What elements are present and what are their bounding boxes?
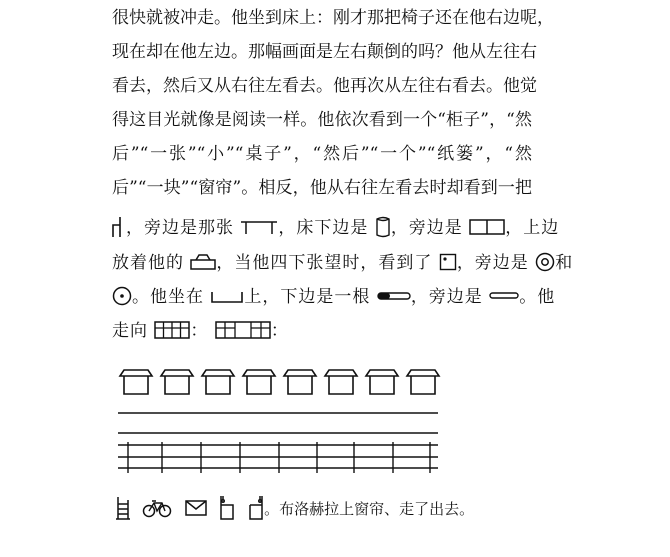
text-segment: ： — [270, 321, 289, 341]
envelope-icon — [185, 500, 207, 516]
houses-row — [118, 366, 443, 398]
text-segment: ，旁边是 — [456, 253, 529, 273]
text-line-8 — [112, 250, 574, 276]
target-icon — [535, 252, 555, 272]
text-line-6: 后”“一块”“窗帘”。相反，他从右往左看去时却看到一把 — [112, 178, 532, 198]
final-line — [115, 494, 474, 524]
wastebasket-icon — [375, 215, 391, 239]
text-segment: ，旁边是 — [410, 287, 483, 307]
bar-icon — [489, 291, 519, 301]
text-line-7 — [112, 215, 560, 241]
text-segment: ，床下边是 — [278, 218, 369, 238]
text-segment: ，上边 — [505, 218, 560, 238]
bicycle-icon — [142, 498, 172, 518]
dot-circle-icon — [112, 286, 132, 306]
reversed-chair-icon — [112, 216, 126, 238]
text-segment: 上，下边是一根 — [244, 287, 371, 307]
text-line-5: 后”“一张”“小”“桌子”，“然后”“一个”“纸篓”，“然 — [112, 144, 532, 164]
window-grid-icon — [154, 321, 190, 339]
window-split-icon — [215, 321, 271, 339]
final-text: 。布洛赫拉上窗帘、走了出去。 — [264, 500, 475, 518]
ruled-lines-grid — [118, 405, 443, 475]
text-segment: ，旁边是 — [390, 218, 463, 238]
text-segment: 。他坐在 — [132, 287, 204, 307]
text-segment: ，当他四下张望时，看到了 — [216, 253, 433, 273]
text-line-10 — [112, 318, 532, 344]
pipe-icon — [377, 291, 411, 301]
text-segment: ： — [190, 321, 209, 341]
text-line-2: 现在却在他左边。那幅画面是左右颠倒的吗？他从左往右 — [112, 42, 537, 62]
door-hook-icon — [219, 495, 235, 521]
text-line-3: 看去，然后又从右往左看去。他再次从左往右看去。他觉 — [112, 76, 537, 96]
text-line-1: 很快就被冲走。他坐到床上：刚才那把椅子还在他右边呢， — [112, 8, 554, 28]
text-segment: 。他 — [519, 287, 556, 307]
bed-icon — [210, 288, 244, 304]
text-segment: 放着他的 — [112, 253, 184, 273]
text-segment: 走向 — [112, 321, 148, 341]
text-segment: 和 — [555, 253, 574, 273]
cabinet-icon — [469, 218, 505, 236]
text-segment: ，旁边是那张 — [126, 218, 234, 238]
ladder-icon — [115, 496, 131, 520]
text-line-9 — [112, 284, 556, 310]
text-line-4: 得这目光就像是阅读一样。他依次看到一个“柜子”，“然 — [112, 110, 532, 130]
picture-icon — [439, 253, 457, 271]
reversed-table-icon — [240, 218, 278, 236]
bag-icon — [190, 253, 216, 271]
door-hook-icon — [248, 495, 264, 521]
